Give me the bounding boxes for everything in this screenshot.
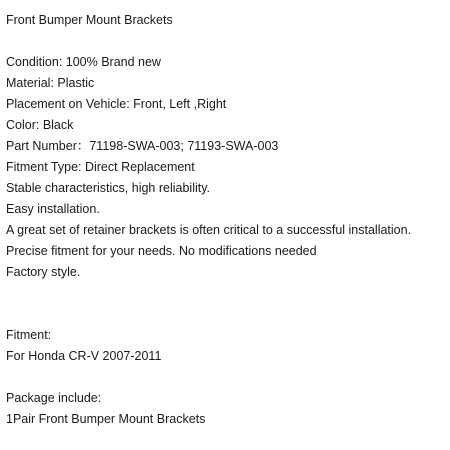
spec-fitment-type: Fitment Type: Direct Replacement: [6, 160, 195, 174]
spec-installation: Easy installation.: [6, 202, 100, 216]
spec-precise-fitment: Precise fitment for your needs. No modifications needed: [6, 244, 317, 258]
spec-placement: Placement on Vehicle: Front, Left ,Right: [6, 97, 227, 111]
package-heading: Package include:: [6, 391, 102, 405]
spacer: [6, 283, 446, 304]
spacer: [6, 367, 446, 388]
fitment-heading: Fitment:: [6, 328, 52, 342]
spec-condition: Condition: 100% Brand new: [6, 55, 161, 69]
spacer: [6, 304, 446, 325]
spec-material: Material: Plastic: [6, 76, 95, 90]
spec-characteristics: Stable characteristics, high reliability.: [6, 181, 211, 195]
spec-color: Color: Black: [6, 118, 74, 132]
spec-retainer-note: A great set of retainer brackets is often critical to a successful installation.: [6, 223, 412, 237]
spec-factory-style: Factory style.: [6, 265, 81, 279]
spacer: [6, 31, 446, 52]
spec-part-number: Part Number：71198-SWA-003; 71193-SWA-003: [6, 139, 279, 153]
package-value: 1Pair Front Bumper Mount Brackets: [6, 412, 206, 426]
fitment-value: For Honda CR-V 2007-2011: [6, 349, 162, 363]
document-title: Front Bumper Mount Brackets: [6, 13, 173, 27]
product-description: [6, 10, 446, 430]
